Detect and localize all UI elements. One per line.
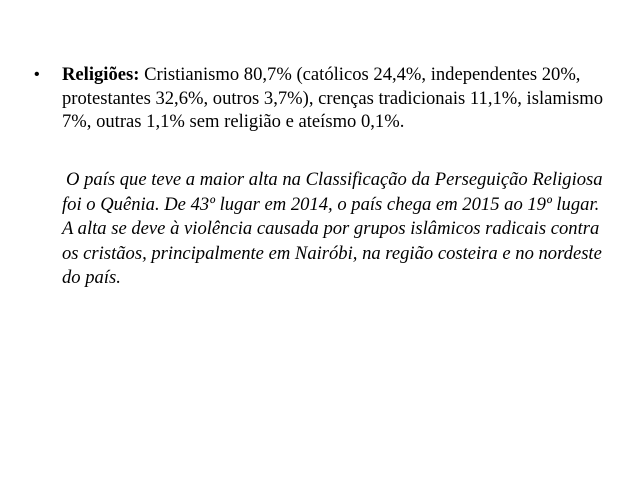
- religions-statistics: Cristianismo 80,7% (católicos 24,4%, independentes 20%, protestantes 32,6%, outros 3,7%), crenças tradicionais 11,1%, islamismo 7%, outras 1,1% sem religião e ateísmo 0,1%.: [62, 64, 603, 132]
- religions-label: Religiões:: [62, 64, 140, 85]
- bullet-marker: •: [34, 66, 40, 83]
- persecution-paragraph: O país que teve a maior alta na Classificação da Perseguição Religiosa foi o Quênia. De 43º lugar em 2014, o país chega em 2015 ao 19º lugar. A alta se deve à violência causada por grupos islâmicos radicais contra os cristãos, principalmente em Nairóbi, na região costeira e no nordeste do país.: [62, 169, 603, 288]
- religions-bullet-text: [62, 63, 614, 134]
